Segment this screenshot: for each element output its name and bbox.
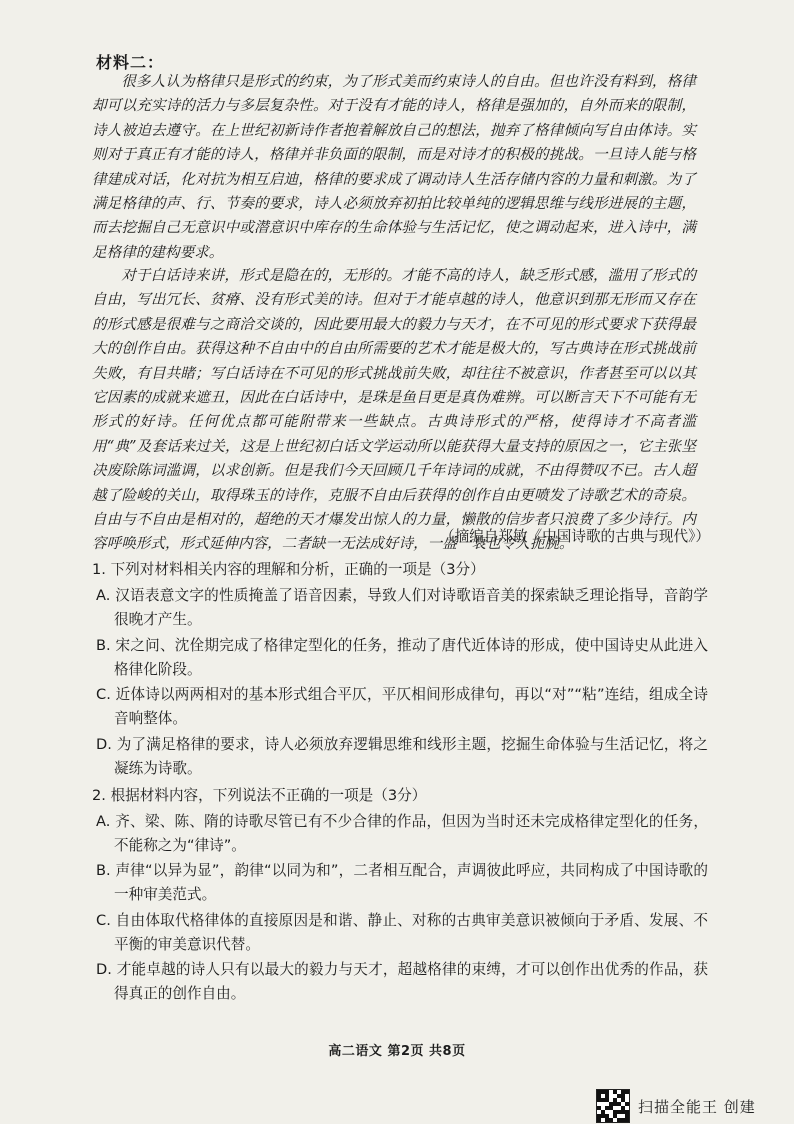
option-c: C. 自由体取代格律体的直接原因是和谐、静止、对称的古典审美意识被倾向于矛盾、发展、不平衡的审美意识代替。 [96, 911, 708, 953]
option-b: B. 声律“以异为显”，韵律“以同为和”，二者相互配合，声调彼此呼应，共同构成了中国诗歌的一种审美范式。 [96, 862, 708, 903]
option-a: A. 齐、梁、陈、隋的诗歌尽管已有不少合律的作品，但因为当时还未完成格律定型化的任务，不能称之为“律诗”。 [96, 812, 708, 854]
option-a: A. 汉语表意文字的性质掩盖了语音因素，导致人们对诗歌语音美的探索缺乏理论指导，音韵学很晚才产生。 [96, 587, 708, 628]
qr-code-icon [596, 1089, 630, 1123]
material-source: （摘编自郑敏《中国诗歌的古典与现代》） [440, 528, 710, 545]
question-stem: 1. 下列对材料相关内容的理解和分析，正确的一项是（3分） [92, 561, 485, 578]
scanner-watermark [596, 1088, 756, 1124]
option-d: D. 为了满足格律的要求，诗人必须放弃逻辑思维和线形主题，挖掘生命体验与生活记忆，将之凝练为诗歌。 [96, 735, 708, 777]
option-d: D. 才能卓越的诗人只有以最大的毅力与天才，超越格律的束缚，才可以创作出优秀的作品，获得真正的创作自由。 [96, 961, 708, 1002]
question-1 [92, 558, 708, 781]
material-heading: 材料二： [96, 53, 165, 72]
question-stem: 2. 根据材料内容，下列说法不正确的一项是（3分） [92, 786, 427, 804]
watermark-text: 扫描全能王 创建 [638, 1097, 756, 1116]
question-2 [92, 784, 708, 1007]
questions-section [92, 558, 708, 1008]
material-paragraph-1: 很多人认为格律只是形式的约束，为了形式美而约束诗人的自由。但也许没有料到，格律却可以充实诗的活力与多层复杂性。对于没有才能的诗人，格律是强加的，自外而来的限制，诗人被迫去遵守。在上世纪初新诗作者抱着解放自己的想法，抛弃了格律倾向写自由体诗。实则对于真正有才能的诗人，格律并非负面的限制，而是对诗才的积极的挑战。一旦诗人能与格律建成对话，化对抗为相互启迪，格律的要求成了调动诗人生活存储内容的力量和刺激。为了满足格律的声、行、节奏的要求，诗人必须放弃初拍比较单纯的逻辑思维与线形进展的主题，而去挖掘自己无意识中或潜意识中库存的生命体验与生活记忆，使之调动起来，进入诗中，满足格律的建构要求。 [92, 73, 696, 261]
material-paragraph-2: 对于白话诗来讲，形式是隐在的，无形的。才能不高的诗人，缺乏形式感，滥用了形式的自由，写出冗长、贫瘠、没有形式美的诗。但对于才能卓越的诗人，他意识到那无形而又存在的形式感是很难与之商洽交谈的，因此要用最大的毅力与天才，在不可见的形式要求下获得最大的创作自由。获得这种不自由中的自由所需要的艺术才能是极大的，写古典诗在形式挑战前失败，有目共睹；写白话诗在不可见的形式挑战前失败，却往往不被意识，作者甚至可以以其它因素的成就来遮丑，因此在白话诗中，是珠是鱼目更是真伪难辨。可以断言天下不可能有无形式的好诗。任何优点都可能附带来一些缺点。古典诗形式的严格，使得诗才不高者滥用“典”及套话来过关，这是上世纪初白话文学运动所以能获得大量支持的原因之一，它主张坚决废除陈词滥调，以求创新。但是我们今天回顾几千年诗词的成就，不由得赞叹不已。古人超越了险峻的关山，取得珠玉的诗作，克服不自由后获得的创作自由更喷发了诗歌艺术的奇泉。自由与不自由是相对的，超绝的天才爆发出惊人的力量，懒散的信步者只浪费了多少诗行。内容呼唤形式，形式延伸内容，二者缺一无法成好诗，一盛一衰也令人扼腕。 [92, 267, 696, 553]
option-c: C. 近体诗以两两相对的基本形式组合平仄，平仄相间形成律句，再以“对”“粘”连结，组成全诗音响整体。 [96, 686, 708, 727]
option-b: B. 宋之问、沈佺期完成了格律定型化的任务，推动了唐代近体诗的形成，使中国诗史从此进入格律化阶段。 [96, 636, 708, 678]
page-footer: 高二语文 第2页 共8页 [328, 1044, 466, 1059]
